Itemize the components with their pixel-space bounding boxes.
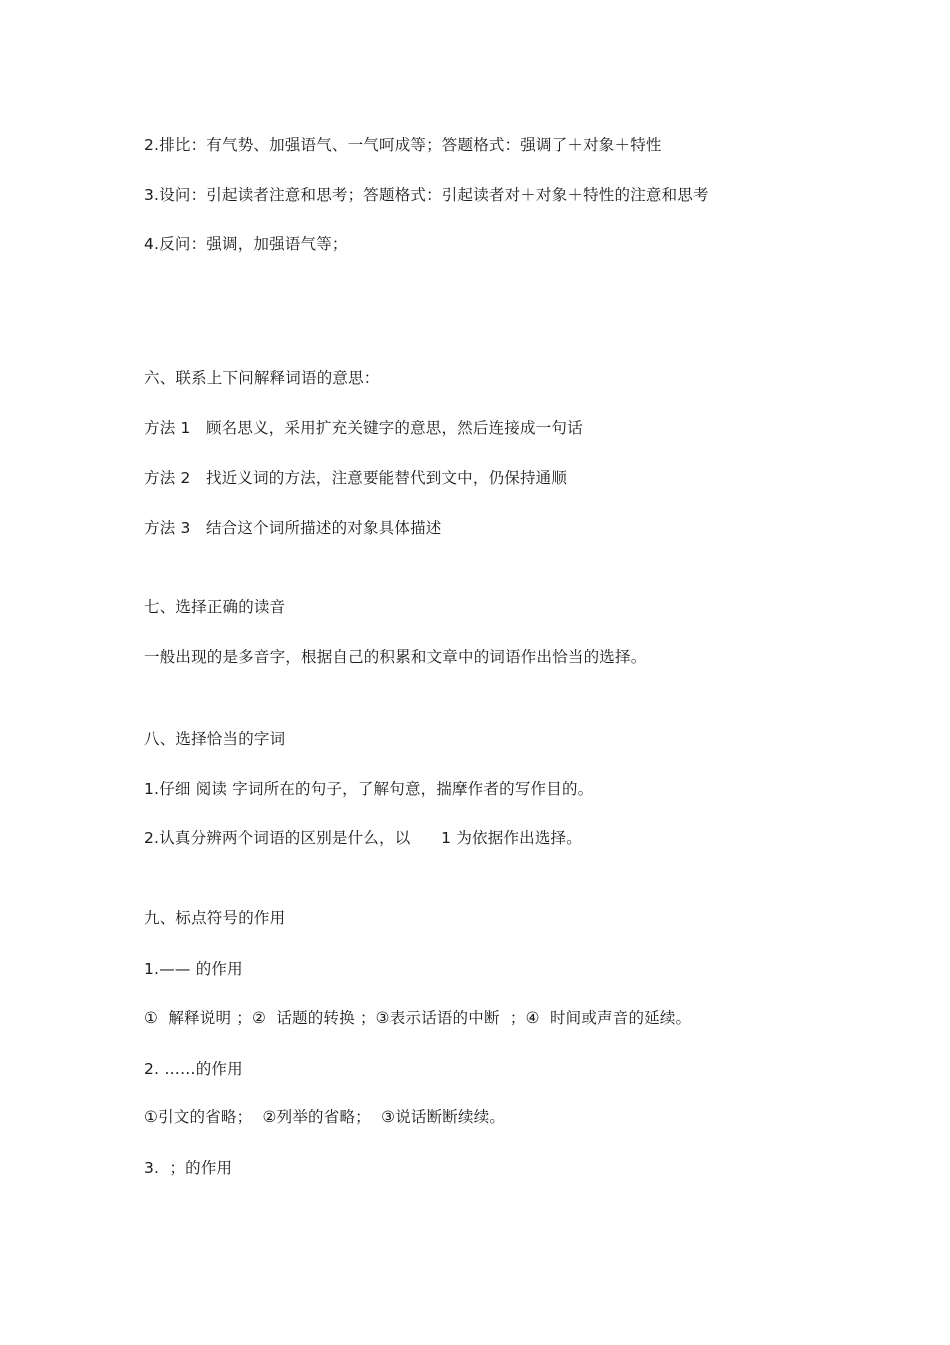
word-choice-step-two: 2.认真分辨两个词语的区别是什么，以 1 为依据作出选择。: [144, 829, 582, 847]
method-two-line: 方法 2 找近义词的方法，注意要能替代到文中，仍保持通顺: [144, 469, 568, 487]
section-nine-heading: 九、标点符号的作用: [144, 909, 286, 927]
section-six-heading: 六、联系上下问解释词语的意思：: [144, 369, 380, 387]
semicolon-usage-title: 3. ；的作用: [144, 1159, 233, 1177]
pronunciation-line: 一般出现的是多音字，根据自己的积累和文章中的词语作出恰当的选择。: [144, 648, 647, 666]
ellipsis-usage-title: 2. ……的作用: [144, 1060, 243, 1078]
section-eight-heading: 八、选择恰当的字词: [144, 730, 286, 748]
rhetoric-rhetorical-question-line: 3.设问：引起读者注意和思考；答题格式：引起读者对＋对象＋特性的注意和思考: [144, 186, 709, 204]
rhetoric-parallelism-line: 2.排比：有气势、加强语气、一气呵成等；答题格式：强调了＋对象＋特性: [144, 136, 662, 154]
section-seven-heading: 七、选择正确的读音: [144, 598, 286, 616]
word-choice-step-one: 1.仔细 阅读 字词所在的句子，了解句意，揣摩作者的写作目的。: [144, 780, 594, 798]
rhetoric-counter-question-line: 4.反问：强调，加强语气等；: [144, 235, 348, 253]
ellipsis-usage-items: ①引文的省略； ②列举的省略； ③说话断断续续。: [144, 1108, 506, 1126]
dash-usage-title: 1.—— 的作用: [144, 960, 243, 978]
method-one-line: 方法 1 顾名思义，采用扩充关键字的意思，然后连接成一句话: [144, 419, 583, 437]
dash-usage-items: ① 解释说明 ；② 话题的转换 ；③表示话语的中断 ；④ 时间或声音的延续。: [144, 1009, 692, 1027]
method-three-line: 方法 3 结合这个词所描述的对象具体描述: [144, 519, 442, 537]
